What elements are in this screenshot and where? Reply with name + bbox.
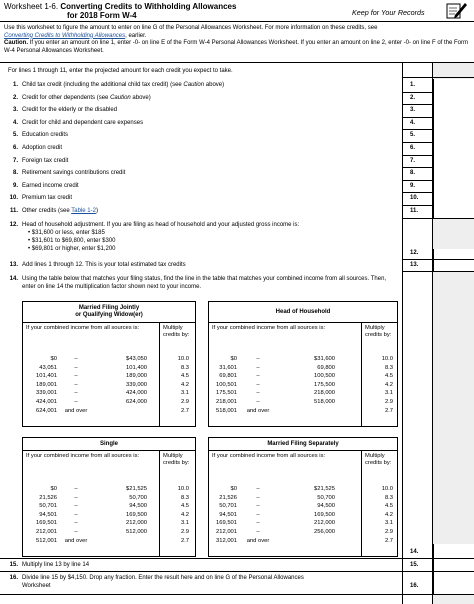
line-12-bullet-1: • $31,600 or less, enter $185	[28, 230, 105, 236]
range-separator: –	[256, 520, 260, 527]
income-from: 212,001	[216, 529, 237, 535]
income-from: 218,001	[216, 399, 237, 405]
line-ref: 2.	[410, 94, 416, 101]
multiplier: 2.9	[384, 399, 393, 405]
worksheet-title	[4, 2, 236, 20]
income-from: 21,526	[39, 494, 57, 501]
line-14-ref: 14.	[410, 549, 419, 555]
line-13-ref: 13.	[410, 262, 419, 268]
multiplier-column-header: Multiply credits by:	[163, 325, 190, 338]
line-15-text: Multiply line 13 by line 14	[22, 562, 90, 568]
income-to: 94,500	[129, 503, 147, 510]
line-4-amount-field[interactable]	[433, 117, 474, 130]
multiplier: 4.5	[384, 373, 393, 380]
line-ref: 4.	[410, 119, 416, 126]
income-row	[209, 365, 397, 373]
rule	[0, 571, 474, 572]
multiplier-column-header: Multiply credits by:	[163, 453, 190, 466]
line-number: 4.	[12, 119, 18, 126]
line-text	[22, 132, 68, 140]
income-from: 101,401	[36, 373, 57, 380]
range-separator: –	[256, 356, 260, 362]
line-number: 7.	[12, 157, 18, 164]
multiplier: 10.0	[381, 356, 393, 362]
multiplier: 8.3	[384, 494, 393, 501]
worksheet-intro	[4, 25, 470, 55]
income-from: 189,001	[36, 381, 57, 388]
line-ref: 8.	[410, 170, 416, 177]
title-line1: Converting Credits to Withholding Allowances	[60, 2, 237, 11]
line-label: Premium tax credit	[22, 195, 73, 202]
multiplier: 8.3	[180, 364, 189, 371]
range-separator: –	[74, 381, 78, 388]
title-line2: for 2018 Form W-4	[67, 11, 137, 20]
multiplier: 3.1	[180, 520, 189, 527]
income-row	[209, 486, 397, 494]
line-ref: 7.	[410, 157, 416, 164]
income-from: 512,001	[36, 537, 57, 544]
line-ref: 11.	[410, 208, 419, 214]
income-to: 339,000	[126, 381, 147, 388]
income-from: $0	[230, 356, 237, 362]
line-label: Child tax credit (including the additional child tax credit) (see	[22, 82, 184, 88]
income-from: 624,001	[36, 407, 57, 414]
income-to: 256,000	[314, 529, 335, 535]
line-text	[22, 183, 79, 191]
worksheet-header	[0, 0, 474, 22]
range-separator: and over	[246, 407, 270, 414]
line-number: 2.	[12, 94, 18, 101]
range-separator: –	[74, 529, 78, 535]
income-from: $0	[50, 486, 57, 492]
range-separator: –	[74, 494, 78, 501]
rule	[0, 558, 474, 559]
range-separator: –	[256, 390, 260, 397]
range-separator: –	[74, 364, 78, 371]
income-from: 43,051	[39, 364, 57, 371]
range-separator: –	[256, 529, 260, 535]
income-from: 69,801	[219, 373, 237, 380]
line-10-amount-field[interactable]	[433, 192, 474, 205]
income-row	[209, 538, 397, 546]
multiplier: 4.5	[180, 373, 189, 380]
table-title: Head of Household	[275, 309, 331, 315]
converting-credits-link[interactable]: Converting Credits to Withholding Allowances	[4, 32, 126, 39]
income-to: 424,000	[126, 390, 147, 397]
line-12-bullet-3: • $69,801 or higher, enter $1,200	[28, 246, 116, 252]
caution-ref: Caution	[110, 94, 131, 101]
multiplier: 4.2	[384, 381, 393, 388]
income-from: 424,001	[36, 399, 57, 405]
line-ref: 1.	[410, 82, 416, 88]
line-label: Credit for child and dependent care expenses	[22, 119, 144, 126]
worksheet-label: Worksheet 1-6.	[4, 2, 59, 11]
range-separator: –	[256, 381, 260, 388]
range-separator: and over	[246, 537, 270, 544]
income-to: $21,525	[126, 486, 147, 492]
line-15-amount-field[interactable]	[433, 559, 474, 571]
table-married-filing-separately	[208, 437, 398, 557]
range-separator: –	[256, 399, 260, 405]
line-text	[22, 107, 117, 115]
line-2-amount-field[interactable]	[433, 92, 474, 105]
income-to: $21,525	[314, 486, 335, 492]
income-from: 31,601	[219, 364, 237, 371]
table-title: Single	[99, 441, 118, 447]
multiplier: 3.1	[384, 520, 393, 527]
multiplier: 8.3	[384, 364, 393, 371]
line-label-tail: )	[95, 208, 98, 214]
caution-ref: Caution	[183, 82, 205, 88]
income-to: $43,050	[126, 356, 147, 362]
income-from: 212,001	[36, 529, 57, 535]
line-label-tail: above)	[130, 94, 151, 101]
line-12-bullet-2: • $31,601 to $69,800, enter $300	[28, 238, 116, 244]
multiplier: 10.0	[177, 356, 189, 362]
range-separator: –	[256, 373, 260, 380]
line-16-ref: 16.	[410, 583, 419, 589]
intro-tail: , earlier.	[125, 32, 147, 39]
income-to: 212,000	[314, 520, 335, 527]
income-row	[23, 512, 195, 520]
lines-intro: For lines 1 through 11, enter the projected amount for each credit you expect to take.	[8, 68, 233, 74]
multiplier: 4.2	[384, 511, 393, 518]
line-16-amount-field[interactable]	[433, 572, 474, 594]
line-label: Adoption credit	[22, 145, 63, 151]
caution-label: Caution.	[4, 40, 28, 47]
line-15-ref: 15.	[410, 562, 419, 568]
range-separator: –	[256, 511, 260, 518]
income-row	[23, 373, 195, 381]
line-number: 9.	[12, 182, 18, 189]
income-to: 518,000	[314, 399, 335, 405]
income-to: 218,000	[314, 390, 335, 397]
multiplier: 3.1	[384, 390, 393, 397]
income-row	[23, 365, 195, 373]
line-14-text: Using the table below that matches your filing status, find the line in the table that matches your combined income from all sources. Then, enter on line 14 the multiplication factor shown next to your income.	[22, 276, 387, 290]
multiplier: 4.2	[180, 381, 189, 388]
line-number: 1.	[12, 82, 18, 88]
income-row	[209, 512, 397, 520]
income-from: 50,701	[219, 503, 237, 510]
table-head-of-household	[208, 301, 398, 427]
line-text	[22, 120, 143, 128]
income-row	[209, 356, 397, 364]
line-12-ref: 12.	[410, 250, 419, 256]
income-to: 624,000	[126, 399, 147, 405]
line-label: Credit for other dependents (see	[22, 94, 111, 101]
line-label: Earned income credit	[22, 182, 79, 189]
income-row	[209, 529, 397, 537]
multiplier: 4.5	[384, 503, 393, 510]
line-16-text-1: Divide line 15 by $4,150. Drop any fraction. Enter the result here and on line G of the Personal Allowances	[22, 575, 304, 581]
line-number: 11.	[9, 208, 18, 214]
multiplier: 2.7	[180, 537, 189, 544]
income-to: 189,000	[126, 373, 147, 380]
multiplier: 10.0	[177, 486, 189, 492]
pencil-icon	[446, 1, 468, 19]
income-to: 94,500	[317, 503, 335, 510]
income-row	[23, 529, 195, 537]
line-12-text: Head of household adjustment. If you are filing as head of household and your adjusted gross income is:	[22, 222, 300, 228]
line-12-amount-field[interactable]	[433, 249, 474, 259]
income-to: 212,000	[126, 520, 147, 527]
income-row	[209, 495, 397, 503]
line-13-text: Add lines 1 through 12. This is your total estimated tax credits	[22, 262, 186, 268]
range-separator: –	[74, 503, 78, 510]
range-separator: –	[74, 399, 78, 405]
line-number: 6.	[12, 145, 18, 151]
rule	[402, 77, 474, 78]
range-separator: –	[74, 390, 78, 397]
range-separator: –	[256, 494, 260, 501]
range-separator: –	[74, 486, 78, 492]
line-8-amount-field[interactable]	[433, 167, 474, 180]
line-ref: 10.	[410, 195, 419, 202]
worksheet-form	[0, 62, 474, 603]
range-separator: –	[74, 511, 78, 518]
table-title: Married Filing Jointly	[78, 305, 140, 311]
line-ref: 9.	[410, 182, 416, 189]
multiplier: 8.3	[180, 494, 189, 501]
income-row	[23, 408, 195, 416]
multiplier: 2.7	[384, 407, 393, 414]
income-from: 169,501	[36, 520, 57, 527]
line-5-amount-field[interactable]	[433, 129, 474, 142]
line-text	[22, 82, 224, 90]
income-from: 50,701	[39, 503, 57, 510]
income-from: $0	[230, 486, 237, 492]
income-to: 101,400	[126, 364, 147, 371]
income-row	[23, 399, 195, 407]
income-column-header: If your combined income from all sources is:	[212, 325, 326, 331]
income-row	[209, 399, 397, 407]
line-6-amount-field[interactable]	[433, 142, 474, 155]
multiplier-column-header: Multiply credits by:	[365, 325, 392, 338]
line-text	[22, 158, 68, 166]
income-column-header: If your combined income from all sources is:	[26, 453, 140, 459]
income-row	[23, 486, 195, 494]
range-separator: –	[74, 356, 78, 362]
line-number: 3.	[12, 107, 18, 114]
line-9-amount-field[interactable]	[433, 180, 474, 193]
range-separator: –	[74, 520, 78, 527]
multiplier: 2.9	[180, 399, 189, 405]
income-row	[209, 408, 397, 416]
multiplier: 10.0	[381, 486, 393, 492]
table-married-filing-jointly	[22, 301, 196, 427]
line-text	[22, 95, 151, 103]
line-text	[22, 195, 72, 203]
line-ref: 3.	[410, 107, 416, 114]
income-to: 100,500	[314, 373, 335, 380]
income-from: 175,501	[216, 390, 237, 397]
multiplier-column-header: Multiply credits by:	[365, 453, 392, 466]
line-number: 14.	[9, 276, 18, 282]
line-label-tail: above)	[204, 82, 225, 88]
income-row	[209, 520, 397, 528]
income-to: 175,500	[314, 381, 335, 388]
range-separator: –	[256, 364, 260, 371]
rule	[402, 218, 474, 219]
line-7-amount-field[interactable]	[433, 155, 474, 168]
table-1-2-link[interactable]: Table 1-2	[71, 208, 96, 214]
range-separator: –	[74, 373, 78, 380]
multiplier: 2.7	[384, 537, 393, 544]
income-from: 169,501	[216, 520, 237, 527]
line-ref: 6.	[410, 145, 416, 151]
multiplier: 2.9	[384, 529, 393, 535]
line-number: 13.	[9, 262, 18, 268]
income-to: 169,500	[314, 511, 335, 518]
line-number: 5.	[12, 132, 18, 139]
income-row	[23, 503, 195, 511]
multiplier: 2.7	[180, 407, 189, 414]
range-separator: and over	[64, 407, 88, 414]
line-number: 8.	[12, 170, 18, 177]
income-from: 518,001	[216, 407, 237, 414]
intro-text: Use this worksheet to figure the amount to enter on line G of the Personal Allowances Worksheet. For more information on these credits, see	[4, 25, 378, 31]
income-column-header: If your combined income from all sources is:	[212, 453, 326, 459]
range-separator: and over	[64, 537, 88, 544]
income-to: 50,700	[129, 494, 147, 501]
income-row	[23, 382, 195, 390]
line-number: 16.	[9, 575, 18, 581]
keep-records-label: Keep for Your Records	[352, 8, 425, 17]
range-separator: –	[256, 486, 260, 492]
range-separator: –	[256, 503, 260, 510]
line-label: Other credits (see	[22, 208, 72, 214]
multiplier: 4.5	[180, 503, 189, 510]
income-row	[209, 503, 397, 511]
income-to: 69,800	[317, 364, 335, 371]
rule	[0, 594, 474, 595]
multiplier: 3.1	[180, 390, 189, 397]
rule	[402, 271, 474, 272]
income-from: 312,001	[216, 537, 237, 544]
line-ref: 5.	[410, 132, 416, 139]
table-title-line2: or Qualifying Widow(er)	[75, 312, 143, 318]
line-16-text-2: Worksheet	[22, 583, 51, 589]
income-row	[23, 495, 195, 503]
table-single	[22, 437, 196, 557]
line-text	[22, 208, 98, 216]
income-from: 21,526	[219, 494, 237, 501]
line-13-amount-field[interactable]	[433, 260, 474, 271]
line-label: Foreign tax credit	[22, 157, 69, 164]
income-to: 169,500	[126, 511, 147, 518]
line-number: 12.	[9, 222, 18, 228]
income-from: 339,001	[36, 390, 57, 397]
line-14-amount-field[interactable]	[433, 544, 474, 558]
line-number: 10.	[9, 195, 18, 202]
income-from: 100,501	[216, 381, 237, 388]
income-row	[209, 390, 397, 398]
line-3-amount-field[interactable]	[433, 104, 474, 117]
income-from: 94,501	[39, 511, 57, 518]
income-row	[23, 356, 195, 364]
caution-text: If you enter an amount on line 1, enter -0- on line E of the Form W-4 Personal Allowances Worksheet. If you enter an amount on line 2, enter -0- on line F of the Form W-4 Personal Allowances Worksheet.	[4, 40, 469, 54]
income-row	[209, 382, 397, 390]
line-label: Retirement savings contributions credit	[22, 170, 126, 177]
line-text	[22, 145, 62, 153]
line-text	[22, 170, 125, 178]
income-row	[23, 390, 195, 398]
multiplier: 2.9	[180, 529, 189, 535]
income-row	[23, 520, 195, 528]
line-label: Education credits	[22, 132, 69, 139]
line-1-amount-field[interactable]	[433, 79, 474, 92]
line-number: 15.	[9, 562, 18, 568]
income-to: 50,700	[317, 494, 335, 501]
table-title: Married Filing Separately	[267, 441, 339, 447]
line-11-amount-field[interactable]	[433, 205, 474, 218]
income-row	[209, 373, 397, 381]
income-column-header: If your combined income from all sources is:	[26, 325, 140, 331]
income-from: $0	[50, 356, 57, 362]
multiplier: 4.2	[180, 511, 189, 518]
income-to: 512,000	[126, 529, 147, 535]
income-row	[23, 538, 195, 546]
line-label: Credit for the elderly or the disabled	[22, 107, 118, 114]
income-from: 94,501	[219, 511, 237, 518]
income-to: $31,600	[314, 356, 335, 362]
